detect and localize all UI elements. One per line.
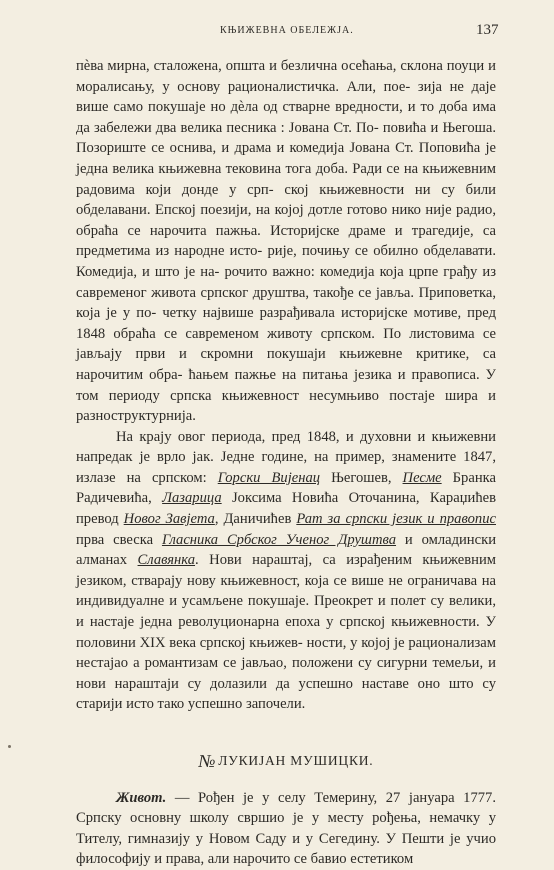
- text-line: доба. Ради се на књижевним радовима који донде у срп-: [76, 160, 496, 198]
- text-line: Српску основну школу свршио је у месту рођења, немачку у: [76, 810, 496, 827]
- paragraph-2: [76, 427, 496, 715]
- work-title-pesme: Песме: [402, 469, 442, 486]
- text-line: српског друштва, такође се јавља. Приповетка, која је у по-: [76, 284, 496, 322]
- text-fragment: — Рођен је у селу Темерину, 27 јануара 1777.: [166, 789, 496, 806]
- text-line: српској књижевности. У половини XIX века српској књижев-: [76, 614, 496, 651]
- text-line: започели.: [245, 696, 306, 713]
- text-line: и полет су велики, и настаје једна револуционарна епоха у: [76, 593, 496, 631]
- text-fragment: прва свеска: [76, 531, 162, 548]
- text-fragment: и: [396, 531, 413, 548]
- text-line: којој дотле готово нико није радио, обраћа се нарочита пажња.: [76, 202, 496, 239]
- text-line: Историјске драме и трагедије, са предметима из народне исто-: [76, 222, 496, 260]
- handwritten-mark: №: [198, 751, 217, 771]
- text-line: се савременом животу српском. По листовима се јављају први: [76, 325, 497, 363]
- text-line: и то доба има да забележи два велика песника : Јована Ст. По-: [76, 99, 496, 136]
- section-title-text: ЛУКИЈАН МУШИЦКИ.: [218, 753, 374, 768]
- text-line: да успешно наставе оно што су старији исто тако успешно: [76, 675, 496, 713]
- text-fragment: излазе на српском:: [76, 469, 218, 486]
- text-fragment: . Нови нараштај, са израђеним: [195, 552, 412, 569]
- running-head: КЊИЖЕВНА ОБЕЛЕЖЈА.: [220, 25, 354, 36]
- work-title-slavyanka: Славянка: [137, 552, 196, 569]
- work-title-novi-zavjet: Новог Завјета: [123, 511, 215, 528]
- text-fragment: Јоксима Новића Оточанина, Караџићев: [221, 490, 496, 507]
- text-line: ској књижевности ни су били обделавани. Епској поезији, на: [76, 181, 496, 219]
- work-title-lazarica: Лазарица: [162, 490, 222, 507]
- text-line: пѐва мирна, сталожена, општа и безлична осећања, склона: [76, 58, 443, 74]
- text-fragment: превод: [76, 511, 124, 528]
- text-line: поуци и моралисању, у основу рационалистичка. Али, пое-: [76, 58, 496, 95]
- text-line: српска књижевност несумњиво постаје шира и разноструктурнија.: [76, 387, 496, 425]
- text-fragment: Радичевића,: [76, 490, 163, 507]
- work-title-glasnik: Гласника Србског Ученог Друштва: [161, 531, 397, 548]
- text-line: повића и Његоша. Позориште се оснива, и драма и комедија: [76, 119, 496, 157]
- text-line: и скромни покушаји књижевне критике, са нарочитим обра-: [76, 346, 496, 383]
- work-title-rat-za-jezik: Рат за српски језик и правопис: [296, 511, 496, 528]
- text-line: зија не даје више само покушаје но дѐла од стварне вредности,: [76, 78, 496, 116]
- text-fragment: Његошев,: [320, 469, 403, 486]
- paragraph-1: [76, 56, 496, 427]
- text-line: књижевним језиком, стварају нову књижевност, која се више: [76, 552, 496, 589]
- text-fragment: Бранка: [441, 469, 496, 486]
- text-line: рочито важно: комедија која црпе грађу из савремeног живота: [76, 263, 496, 301]
- text-line: напредак је врло јак. Једне године, на пример, знамените 1847,: [76, 449, 496, 466]
- text-line: На крају овог периода, пред 1848, и духовни и књижевни: [116, 428, 496, 445]
- text-fragment: омладински алманах: [76, 531, 496, 569]
- page-number: 137: [476, 22, 499, 38]
- section-title: [76, 751, 496, 772]
- text-line: ности, у којој је рационализам нестајао а романтизам се јављао,: [76, 634, 496, 672]
- text-line: ћањем пажње на питања језика и правописа. У том периоду: [76, 366, 496, 404]
- text-line: Јована Ст. Поповића је једна велика књижевна тековина тога: [76, 140, 496, 177]
- text-line: положени су сигурни темељи, и нови нараштаји су долазили: [76, 655, 496, 692]
- text-line: учио философију и права, али нарочито се бавио естетиком: [76, 830, 496, 868]
- text-line: четку највише разрађивала историјске мотиве, пред 1848 обраћа: [76, 305, 497, 342]
- text-line: Тителу, гимназију у Новом Саду и у Сегедину. У Пешти је: [76, 830, 461, 847]
- margin-spot: [8, 745, 11, 748]
- body-text: [76, 56, 496, 870]
- text-line: рије, почињу се обилно обделавати. Комедија, и што је на-: [76, 243, 496, 280]
- work-title-gorski-vijenac: Горски Вијенац: [217, 469, 321, 486]
- text-fragment: , Даничићев: [214, 511, 297, 528]
- lead-word: Живот.: [116, 789, 167, 806]
- text-line: не ограничава на индивидуалне и усамљене покушаје. Преокрет: [76, 572, 496, 610]
